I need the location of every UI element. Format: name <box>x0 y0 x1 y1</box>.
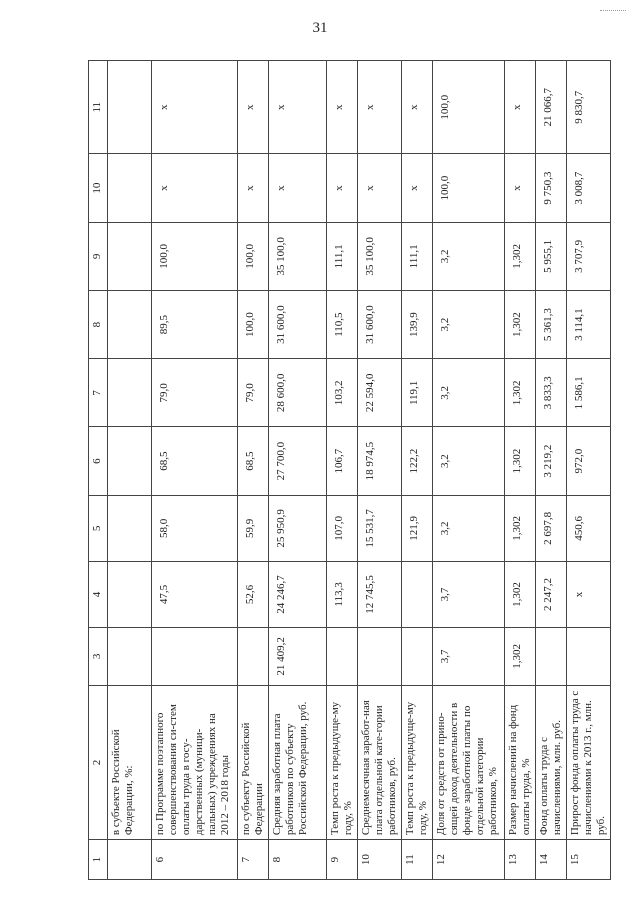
table-cell <box>536 628 567 686</box>
row-label: Прирост фонда оплаты труда с начислениями к 2013 г., млн. руб. <box>567 685 611 839</box>
table-cell: 3 114,1 <box>567 291 611 359</box>
table-cell: 9 830,7 <box>567 61 611 155</box>
table-cell: х <box>505 61 536 155</box>
table-cell: 450,6 <box>567 495 611 561</box>
page-number: 31 <box>312 20 328 36</box>
table-cell: 119,1 <box>402 359 433 427</box>
table-cell: 21 409,2 <box>269 628 327 686</box>
table-cell: 2 247,2 <box>536 561 567 627</box>
table-cell <box>327 628 358 686</box>
table-cell <box>567 628 611 686</box>
table-cell <box>108 359 152 427</box>
table-cell: 106,7 <box>327 427 358 495</box>
table-cell: 35 100,0 <box>358 222 402 290</box>
table-cell <box>402 561 433 627</box>
table-cell: 25 950,9 <box>269 495 327 561</box>
table-cell: 100,0 <box>152 222 238 290</box>
table-cell: 100,0 <box>433 154 505 222</box>
table-cell: 1,302 <box>505 561 536 627</box>
table-cell: 3,2 <box>433 359 505 427</box>
row-number: 13 <box>505 840 536 880</box>
column-header: 7 <box>89 359 108 427</box>
table-cell: 5 955,1 <box>536 222 567 290</box>
row-label: Темп роста к предыдуще-му году, % <box>402 685 433 839</box>
table-cell: 111,1 <box>327 222 358 290</box>
table-cell: 3 833,3 <box>536 359 567 427</box>
salary-table <box>88 60 611 880</box>
table-cell: 139,9 <box>402 291 433 359</box>
table-cell <box>108 628 152 686</box>
row-number: 9 <box>327 840 358 880</box>
row-label: Среднемесячная заработ-ная плата отдельной кате-гории работников, руб. <box>358 685 402 839</box>
table-cell: 58,0 <box>152 495 238 561</box>
table-cell: 1,302 <box>505 628 536 686</box>
column-header: 3 <box>89 628 108 686</box>
table-cell: 1,302 <box>505 359 536 427</box>
row-number: 10 <box>358 840 402 880</box>
row-number: 7 <box>238 840 269 880</box>
table-cell: 113,3 <box>327 561 358 627</box>
row-number: 12 <box>433 840 505 880</box>
table-cell: 22 594,0 <box>358 359 402 427</box>
table-cell: 52,6 <box>238 561 269 627</box>
table-cell: х <box>358 61 402 155</box>
table-cell: 3,2 <box>433 222 505 290</box>
table-cell: 35 100,0 <box>269 222 327 290</box>
table-cell: 5 361,3 <box>536 291 567 359</box>
table-cell <box>108 291 152 359</box>
table-cell: 27 700,0 <box>269 427 327 495</box>
table-cell: 9 750,3 <box>536 154 567 222</box>
table-cell: х <box>505 154 536 222</box>
table-cell: 68,5 <box>238 427 269 495</box>
table-cell: 1,302 <box>505 291 536 359</box>
column-header: 4 <box>89 561 108 627</box>
table-cell: 2 697,8 <box>536 495 567 561</box>
table-cell: 18 974,5 <box>358 427 402 495</box>
table-cell: х <box>269 154 327 222</box>
table-cell: 100,0 <box>238 222 269 290</box>
table-cell: 68,5 <box>152 427 238 495</box>
column-header: 9 <box>89 222 108 290</box>
table-cell: х <box>152 154 238 222</box>
row-label: по Программе поэтапного совершенствования си-стем оплаты труда в госу-дарственных (муници-пальных) учреждениях на 2012 – 2018 годы <box>152 685 238 839</box>
row-label: Темп роста к предыдуще-му году, % <box>327 685 358 839</box>
column-header: 8 <box>89 291 108 359</box>
table-cell: 89,5 <box>152 291 238 359</box>
table-cell <box>108 61 152 155</box>
table-cell: 47,5 <box>152 561 238 627</box>
table-cell: х <box>327 154 358 222</box>
table-row <box>327 61 358 880</box>
table-cell: 15 531,7 <box>358 495 402 561</box>
table-cell: 107,0 <box>327 495 358 561</box>
table-cell <box>402 628 433 686</box>
corner-mark <box>600 10 626 11</box>
table-cell: 3,2 <box>433 427 505 495</box>
row-label: по субъекту Российской Федерации <box>238 685 269 839</box>
table-cell: 21 066,7 <box>536 61 567 155</box>
column-header: 6 <box>89 427 108 495</box>
table-cell: 3,7 <box>433 628 505 686</box>
table-cell: 111,1 <box>402 222 433 290</box>
row-number: 11 <box>402 840 433 880</box>
row-label: Фонд оплаты труда с начислениями, млн. руб. <box>536 685 567 839</box>
table-cell: 121,9 <box>402 495 433 561</box>
row-number: 14 <box>536 840 567 880</box>
table-cell: х <box>327 61 358 155</box>
table-cell <box>108 561 152 627</box>
row-number: 8 <box>269 840 327 880</box>
table-cell: 3 008,7 <box>567 154 611 222</box>
table-cell: 31 600,0 <box>269 291 327 359</box>
table-cell: 79,0 <box>152 359 238 427</box>
table-row <box>108 61 152 880</box>
table-cell: х <box>358 154 402 222</box>
header-row <box>89 61 108 880</box>
column-header: 2 <box>89 685 108 839</box>
table-cell: 59,9 <box>238 495 269 561</box>
table-row <box>433 61 505 880</box>
table-cell: 3,7 <box>433 561 505 627</box>
table-cell: 79,0 <box>238 359 269 427</box>
column-header: 10 <box>89 154 108 222</box>
table-cell: х <box>269 61 327 155</box>
rotated-table-container <box>88 60 607 880</box>
table-cell: 122,2 <box>402 427 433 495</box>
table-cell: х <box>152 61 238 155</box>
table-row <box>505 61 536 880</box>
table-cell: 24 246,7 <box>269 561 327 627</box>
table-cell: 972,0 <box>567 427 611 495</box>
table-row <box>269 61 327 880</box>
column-header: 5 <box>89 495 108 561</box>
table-cell: 1,302 <box>505 495 536 561</box>
table-cell: 28 600,0 <box>269 359 327 427</box>
table-row <box>402 61 433 880</box>
row-label: Размер начислений на фонд оплаты труда, % <box>505 685 536 839</box>
table-cell <box>108 427 152 495</box>
table-cell: 1 586,1 <box>567 359 611 427</box>
table-cell: 1,302 <box>505 427 536 495</box>
table-cell <box>108 222 152 290</box>
row-number: 6 <box>152 840 238 880</box>
table-row <box>536 61 567 880</box>
table-row <box>238 61 269 880</box>
table-cell <box>358 628 402 686</box>
row-label: в субъекте Российской Федерации, %: <box>108 685 152 839</box>
table-cell: 1,302 <box>505 222 536 290</box>
table-cell <box>238 628 269 686</box>
table-cell: 3 707,9 <box>567 222 611 290</box>
table-cell: х <box>402 154 433 222</box>
table-cell: 12 745,5 <box>358 561 402 627</box>
table-cell: х <box>238 154 269 222</box>
row-number <box>108 840 152 880</box>
table-cell: 103,2 <box>327 359 358 427</box>
table-row <box>152 61 238 880</box>
row-label: Доля от средств от прино-сящей доход деятельности в фонде заработной платы по отдельной категории работников, % <box>433 685 505 839</box>
row-number: 15 <box>567 840 611 880</box>
table-cell: 110,5 <box>327 291 358 359</box>
table-cell: 3,2 <box>433 495 505 561</box>
column-header: 1 <box>89 840 108 880</box>
table-cell: 100,0 <box>433 61 505 155</box>
table-cell <box>108 495 152 561</box>
table-cell: 100,0 <box>238 291 269 359</box>
table-cell <box>152 628 238 686</box>
table-row <box>567 61 611 880</box>
table-row <box>358 61 402 880</box>
table-cell: х <box>238 61 269 155</box>
table-cell: х <box>402 61 433 155</box>
table-cell: х <box>567 561 611 627</box>
table-cell: 3 219,2 <box>536 427 567 495</box>
table-cell <box>108 154 152 222</box>
row-label: Средняя заработная плата работников по субъекту Российской Федерации, руб. <box>269 685 327 839</box>
table-cell: 3,2 <box>433 291 505 359</box>
table-cell: 31 600,0 <box>358 291 402 359</box>
column-header: 11 <box>89 61 108 155</box>
